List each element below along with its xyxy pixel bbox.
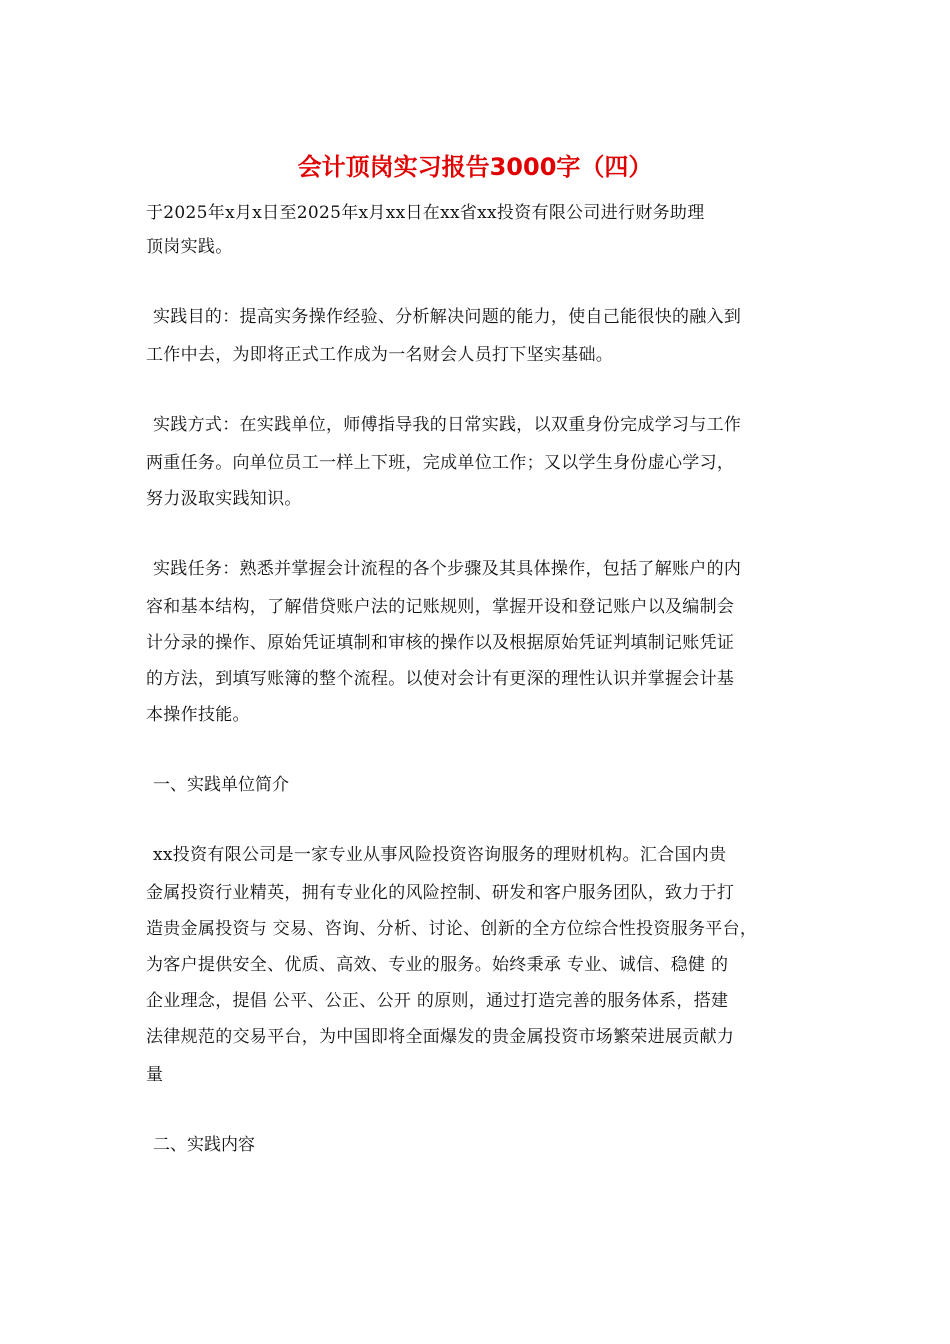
unit-intro-line: 法律规范的交易平台，为中国即将全面爆发的贵金属投资市场繁荣进展贡献力 bbox=[146, 1027, 735, 1047]
unit-intro-line: 为客户提供安全、优质、高效、专业的服务。始终秉承 专业、诚信、稳健 的 bbox=[146, 955, 729, 975]
section-heading-unit-intro: 一、实践单位简介 bbox=[153, 775, 289, 795]
unit-intro-line: 造贵金属投资与 交易、咨询、分析、讨论、创新的全方位综合性投资服务平台， bbox=[146, 919, 758, 939]
document-title: 会计顶岗实习报告3000字（四） bbox=[297, 153, 653, 181]
task-line: 容和基本结构，了解借贷账户法的记账规则，掌握开设和登记账户以及编制会 bbox=[146, 597, 735, 617]
unit-intro-line: 量 bbox=[146, 1065, 164, 1085]
method-line: 实践方式：在实践单位，师傅指导我的日常实践，以双重身份完成学习与工作 bbox=[153, 415, 742, 435]
task-line: 实践任务：熟悉并掌握会计流程的各个步骤及其具体操作，包括了解账户的内 bbox=[153, 559, 742, 579]
intro-line: 顶岗实践。 bbox=[146, 237, 233, 257]
unit-intro-line: 企业理念，提倡 公平、公正、公开 的原则，通过打造完善的服务体系，搭建 bbox=[146, 991, 729, 1011]
unit-intro-line: xx投资有限公司是一家专业从事风险投资咨询服务的理财机构。汇合国内贵 bbox=[153, 845, 727, 865]
method-line: 两重任务。向单位员工一样上下班，完成单位工作；又以学生身份虚心学习， bbox=[146, 453, 735, 473]
task-line: 计分录的操作、原始凭证填制和审核的操作以及根据原始凭证判填制记账凭证 bbox=[146, 633, 735, 653]
section-heading-practice-content: 二、实践内容 bbox=[153, 1135, 255, 1155]
task-line: 本操作技能。 bbox=[146, 705, 250, 725]
intro-line: 于2025年x月x日至2025年x月xx日在xx省xx投资有限公司进行财务助理 bbox=[146, 203, 705, 223]
purpose-line: 实践目的：提高实务操作经验、分析解决问题的能力，使自己能很快的融入到 bbox=[153, 307, 742, 327]
method-line: 努力汲取实践知识。 bbox=[146, 489, 302, 509]
task-line: 的方法，到填写账簿的整个流程。以使对会计有更深的理性认识并掌握会计基 bbox=[146, 669, 735, 689]
purpose-line: 工作中去，为即将正式工作成为一名财会人员打下坚实基础。 bbox=[146, 345, 614, 365]
unit-intro-line: 金属投资行业精英，拥有专业化的风险控制、研发和客户服务团队，致力于打 bbox=[146, 883, 735, 903]
